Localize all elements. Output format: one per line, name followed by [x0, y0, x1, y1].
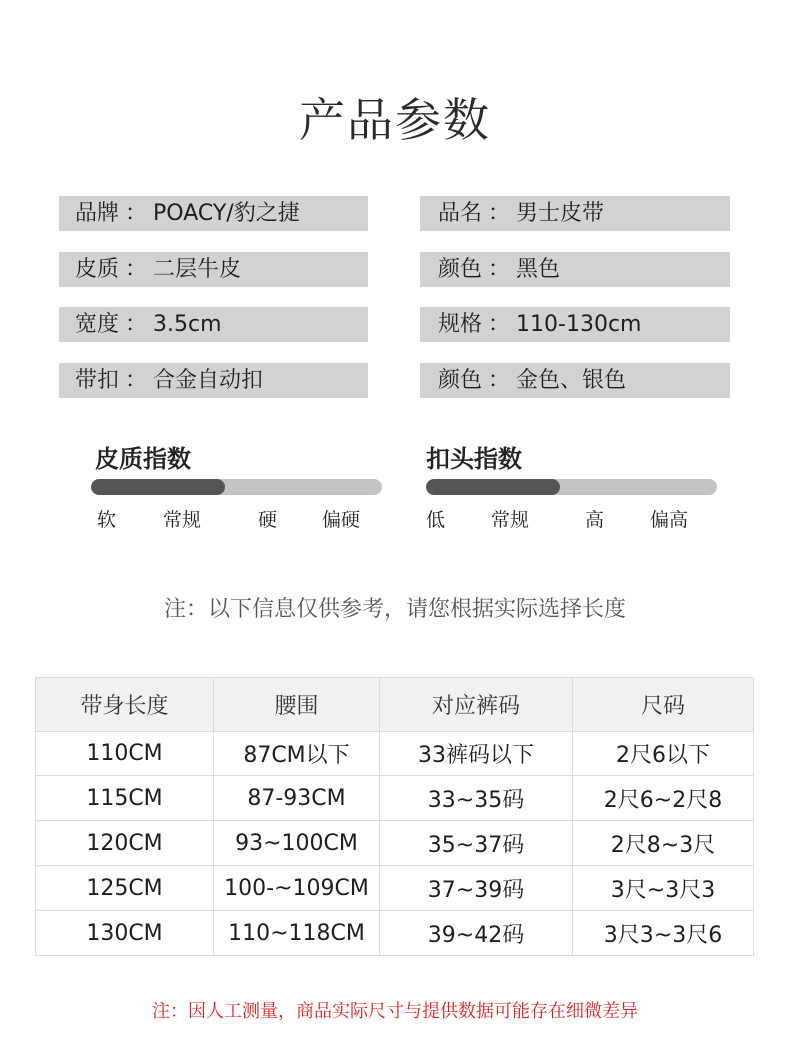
spec-sep: ：: [125, 257, 148, 282]
table-row: [36, 866, 754, 911]
buckle-index-fill: [426, 479, 560, 495]
buckle-tick: 高: [585, 509, 605, 531]
leather-tick: 偏硬: [322, 509, 361, 531]
table-cell: 125CM: [36, 866, 214, 911]
spec-width: [59, 307, 368, 342]
table-cell: 87CM以下: [214, 732, 380, 776]
spec-value: 3.5cm: [153, 312, 222, 337]
leather-index-fill: [91, 479, 225, 495]
spec-value: 男士皮带: [516, 201, 605, 226]
spec-label: 规格: [438, 312, 483, 337]
table-cell: 110~118CM: [214, 911, 380, 956]
table-cell: 110CM: [36, 732, 214, 776]
buckle-tick: 常规: [491, 509, 530, 531]
spec-brand: [59, 196, 368, 231]
spec-sep: ：: [488, 368, 511, 393]
table-cell: 37~39码: [380, 866, 573, 911]
spec-sep: ：: [488, 312, 511, 337]
buckle-index-title: 扣头指数: [426, 445, 522, 473]
table-row: [36, 821, 754, 866]
table-cell: 33裤码以下: [380, 732, 573, 776]
spec-label: 品牌: [75, 201, 120, 226]
table-cell: 100-~109CM: [214, 866, 380, 911]
spec-label: 品名: [438, 201, 483, 226]
spec-sep: ：: [488, 257, 511, 282]
spec-value: 金色、银色: [516, 368, 627, 393]
table-cell: 3尺3~3尺6: [573, 911, 754, 956]
spec-sep: ：: [125, 201, 148, 226]
table-row: [36, 911, 754, 956]
page-title: 产品参数: [299, 93, 491, 147]
table-cell: 3尺~3尺3: [573, 866, 754, 911]
header-waist: 腰围: [214, 678, 380, 732]
table-cell: 115CM: [36, 776, 214, 821]
table-cell: 93~100CM: [214, 821, 380, 866]
table-cell: 2尺8~3尺: [573, 821, 754, 866]
spec-value: 黑色: [516, 257, 561, 282]
spec-leather: [59, 252, 368, 287]
spec-label: 颜色: [438, 368, 483, 393]
spec-sep: ：: [125, 312, 148, 337]
leather-index-title: 皮质指数: [95, 445, 191, 473]
buckle-index-bar: [426, 479, 717, 495]
spec-label: 宽度: [75, 312, 120, 337]
header-chi-size: 尺码: [573, 678, 754, 732]
spec-label: 皮质: [75, 257, 120, 282]
reference-note: 注：以下信息仅供参考，请您根据实际选择长度: [163, 597, 626, 622]
leather-index-bar: [91, 479, 382, 495]
size-table: [35, 677, 754, 956]
spec-label: 颜色: [438, 257, 483, 282]
table-cell: 33~35码: [380, 776, 573, 821]
spec-buckle-color: [420, 363, 730, 398]
spec-product-name: [420, 196, 730, 231]
leather-tick: 软: [97, 509, 117, 531]
spec-sep: ：: [488, 201, 511, 226]
spec-color: [420, 252, 730, 287]
table-row: [36, 732, 754, 776]
measurement-disclaimer: 注：因人工测量，商品实际尺寸与提供数据可能存在细微差异: [152, 1001, 638, 1022]
table-cell: 2尺6以下: [573, 732, 754, 776]
table-cell: 87-93CM: [214, 776, 380, 821]
table-cell: 120CM: [36, 821, 214, 866]
table-row: [36, 776, 754, 821]
table-cell: 2尺6~2尺8: [573, 776, 754, 821]
leather-tick: 硬: [258, 509, 278, 531]
table-header-row: [36, 678, 754, 732]
spec-size-range: [420, 307, 730, 342]
spec-value: 二层牛皮: [153, 257, 242, 282]
header-belt-length: 带身长度: [36, 678, 214, 732]
spec-value: 合金自动扣: [153, 368, 264, 393]
leather-tick: 常规: [163, 509, 202, 531]
table-cell: 35~37码: [380, 821, 573, 866]
table-cell: 39~42码: [380, 911, 573, 956]
spec-value: 110-130cm: [516, 312, 642, 337]
spec-sep: ：: [125, 368, 148, 393]
table-cell: 130CM: [36, 911, 214, 956]
header-pants-size: 对应裤码: [380, 678, 573, 732]
buckle-tick: 低: [426, 509, 446, 531]
spec-value: POACY/豹之捷: [153, 201, 300, 226]
spec-buckle: [59, 363, 368, 398]
buckle-tick: 偏高: [650, 509, 689, 531]
spec-label: 带扣: [75, 368, 120, 393]
